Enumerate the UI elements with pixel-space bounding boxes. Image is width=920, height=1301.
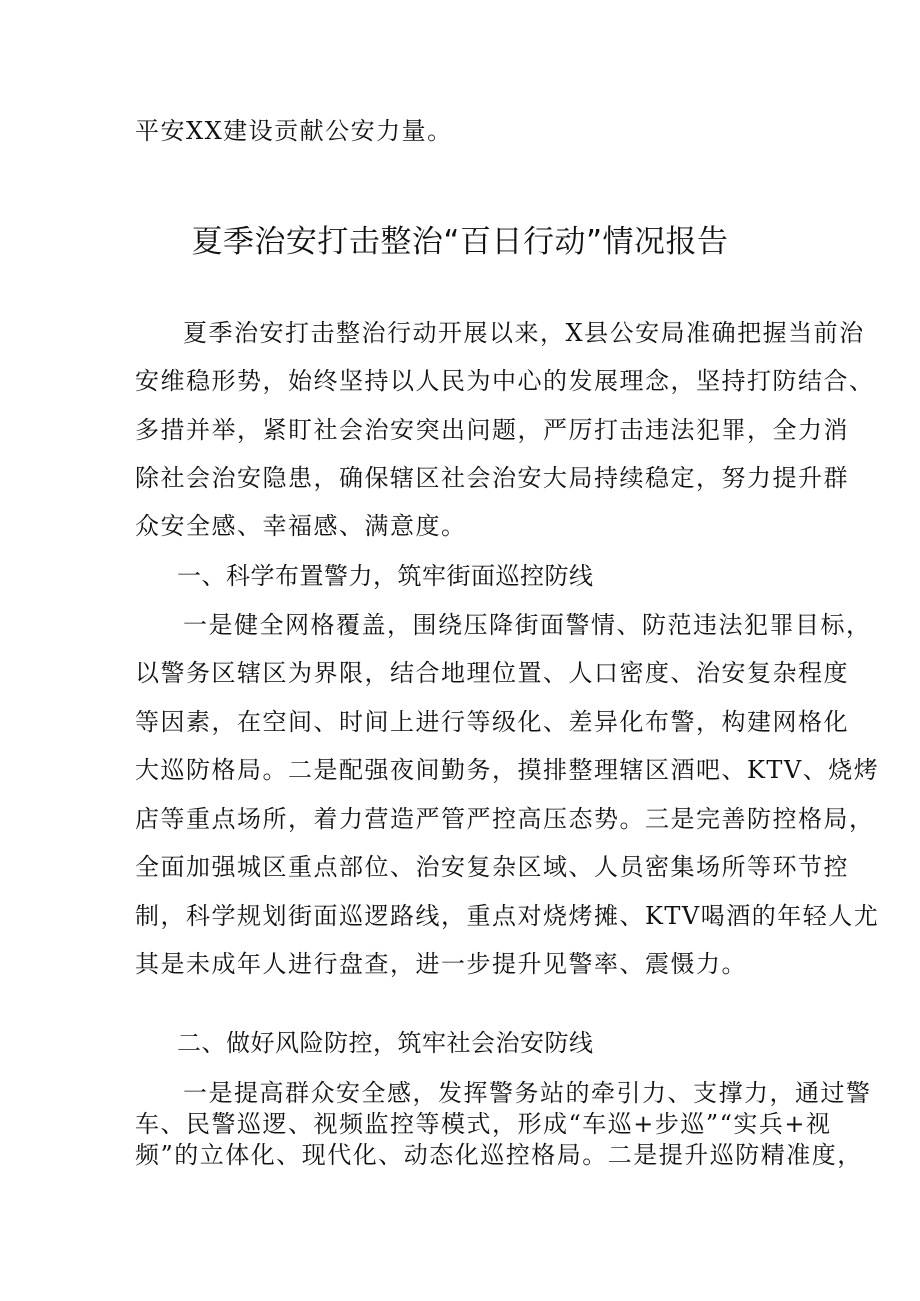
paragraph-line: 众安全感、幸福感、满意度。 — [135, 512, 467, 540]
paragraph-line: 全面加强城区重点部位、治安复杂区域、人员密集场所等环节控 — [135, 853, 849, 881]
paragraph-line: 一是健全网格覆盖，围绕压降街面警情、防范违法犯罪目标， — [183, 611, 872, 639]
paragraph-line: 安维稳形势，始终坚持以人民为中心的发展理念，坚持打防结合、 — [135, 367, 875, 395]
paragraph-line: 以警务区辖区为界限，结合地理位置、人口密度、治安复杂程度 — [135, 659, 849, 687]
paragraph-line: 一是提高群众安全感，发挥警务站的牵引力、支撑力，通过警 — [183, 1079, 872, 1107]
carryover-line: 平安XX建设贡献公安力量。 — [135, 117, 453, 145]
paragraph-line: 等因素，在空间、时间上进行等级化、差异化布警，构建网格化 — [135, 708, 849, 736]
section-heading-1: 一、科学布置警力，筑牢街面巡控防线 — [177, 562, 594, 590]
paragraph-line: 店等重点场所，着力营造严管严控高压态势。三是完善防控格局， — [135, 805, 875, 833]
paragraph-line: 其是未成年人进行盘查，进一步提升见警率、震慑力。 — [135, 950, 747, 978]
page-title: 夏季治安打击整治“百日行动”情况报告 — [191, 224, 729, 260]
paragraph-line: 除社会治安隐患，确保辖区社会治安大局持续稳定，努力提升群 — [135, 464, 849, 492]
paragraph-line: 车、民警巡逻、视频监控等模式，形成“车巡+步巡”“实兵+视 — [135, 1110, 832, 1138]
paragraph-line: 频”的立体化、现代化、动态化巡控格局。二是提升巡防精准度， — [135, 1141, 863, 1169]
paragraph-line: 夏季治安打击整治行动开展以来，X县公安局准确把握当前治 — [183, 319, 865, 347]
paragraph-line: 制，科学规划街面巡逻路线，重点对烧烤摊、KTV喝酒的年轻人尤 — [135, 902, 880, 930]
paragraph-line: 多措并举，紧盯社会治安突出问题，严厉打击违法犯罪，全力消 — [135, 416, 849, 444]
paragraph-line: 大巡防格局。二是配强夜间勤务，摸排整理辖区酒吧、KTV、烧烤 — [135, 756, 880, 784]
section-heading-2: 二、做好风险防控，筑牢社会治安防线 — [177, 1029, 594, 1057]
